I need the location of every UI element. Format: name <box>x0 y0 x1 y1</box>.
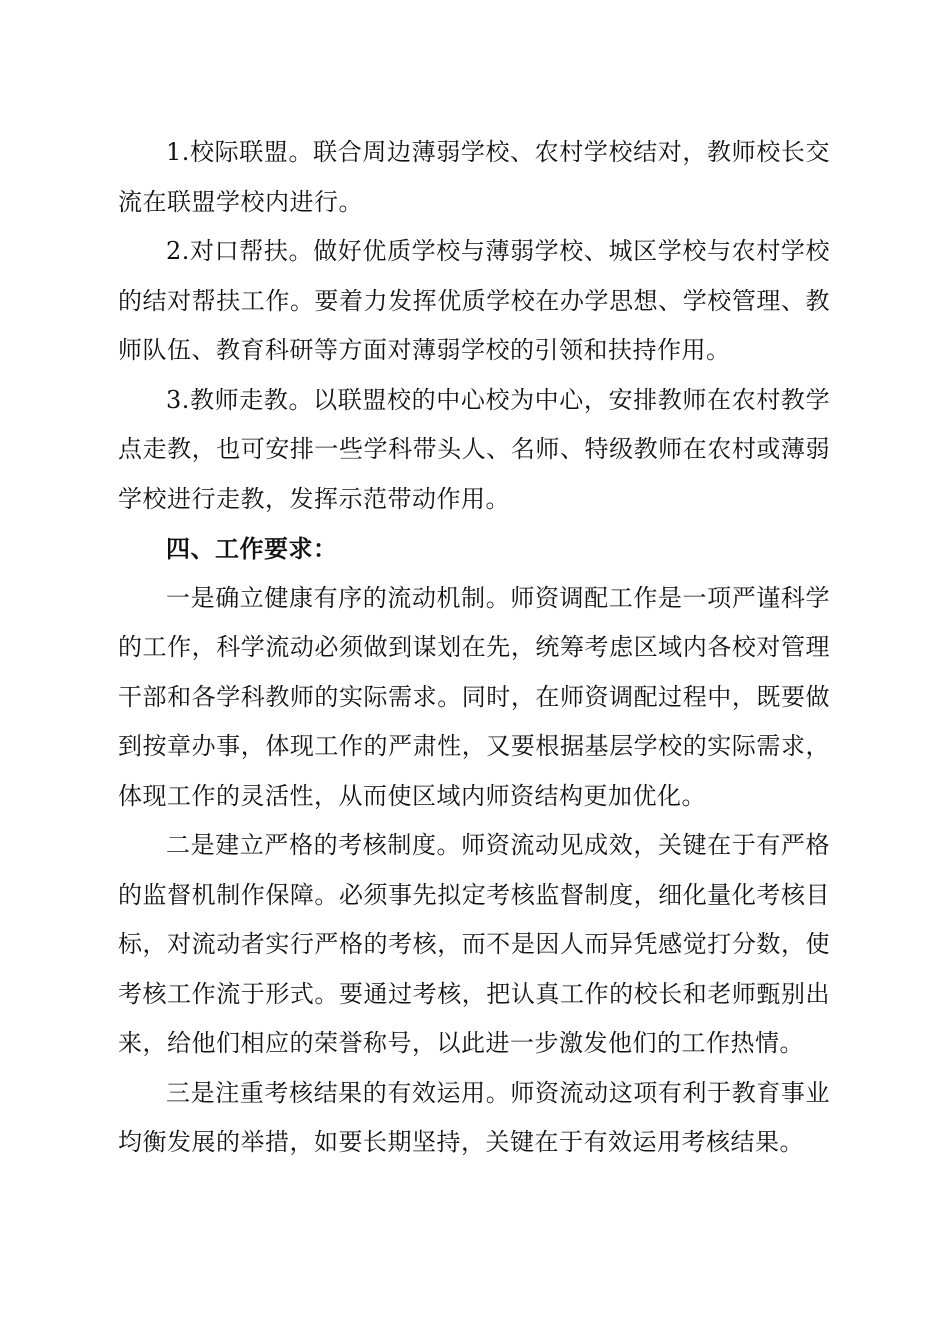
paragraph-school-alliance: 1.校际联盟。联合周边薄弱学校、农村学校结对，教师校长交流在联盟学校内进行。 <box>118 138 830 216</box>
paragraph-requirement-one: 一是确立健康有序的流动机制。师资调配工作是一项严谨科学的工作，科学流动必须做到谋划在先，统筹考虑区域内各校对管理干部和各学科教师的实际需求。同时，在师资调配过程中，既要做到按章办事，体现工作的严肃性，又要根据基层学校的实际需求，体现工作的灵活性，从而使区域内师资结构更加优化。 <box>118 583 830 810</box>
document-body <box>118 128 830 1168</box>
paragraph-requirement-two: 二是建立严格的考核制度。师资流动见成效，关键在于有严格的监督机制作保障。必须事先拟定考核监督制度，细化量化考核目标，对流动者实行严格的考核，而不是因人而异凭感觉打分数，使考核工作流于形式。要通过考核，把认真工作的校长和老师甄别出来，给他们相应的荣誉称号，以此进一步激发他们的工作热情。 <box>118 831 830 1057</box>
paragraph-teacher-rotation: 3.教师走教。以联盟校的中心校为中心，安排教师在农村教学点走教，也可安排一些学科带头人、名师、特级教师在农村或薄弱学校进行走教，发挥示范带动作用。 <box>118 385 830 513</box>
section-heading-work-requirements: 四、工作要求： <box>166 534 338 563</box>
paragraph-requirement-three: 三是注重考核结果的有效运用。师资流动这项有利于教育事业均衡发展的举措，如要长期坚持，关键在于有效运用考核结果。 <box>118 1078 830 1156</box>
paragraph-paired-assistance: 2.对口帮扶。做好优质学校与薄弱学校、城区学校与农村学校的结对帮扶工作。要着力发挥优质学校在办学思想、学校管理、教师队伍、教育科研等方面对薄弱学校的引领和扶持作用。 <box>118 237 830 364</box>
